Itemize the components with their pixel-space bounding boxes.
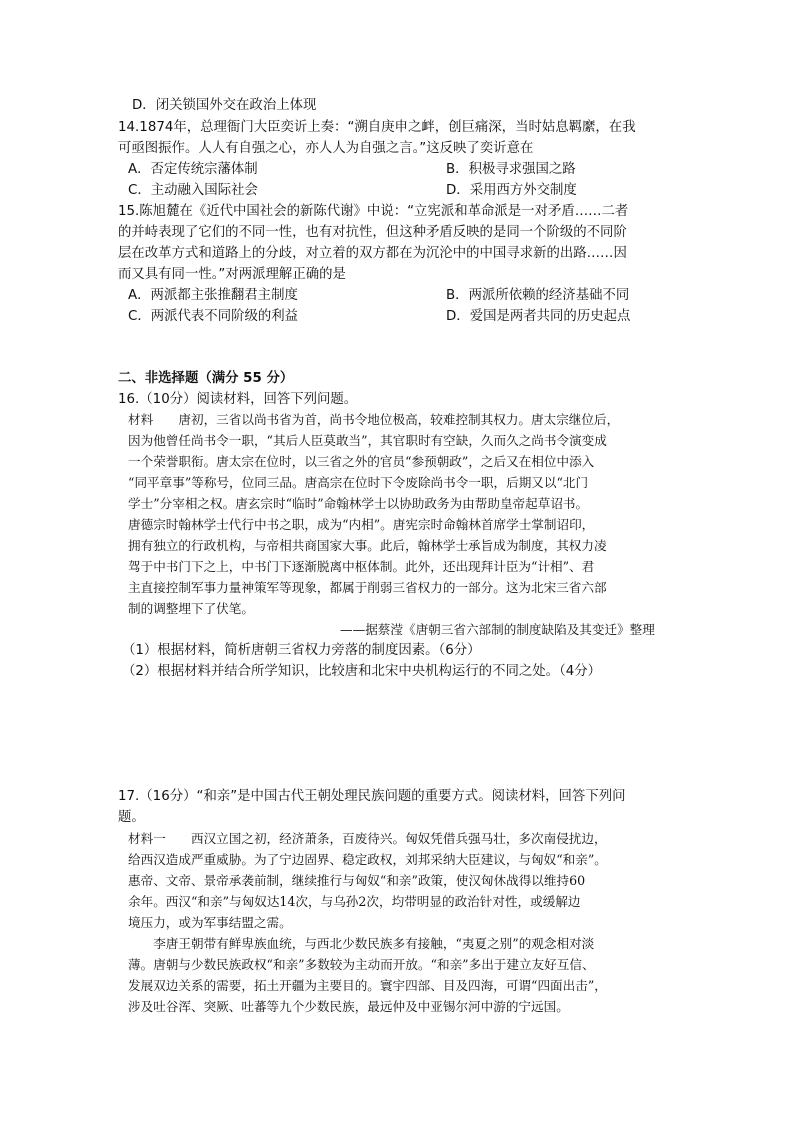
q14-stem-line1: 14.1874年，总理衙门大臣奕䜣上奏：“溯自庚申之衅，创巨痛深，当时姑息羁縻，在我	[118, 120, 636, 135]
q15-option-d: D．爱国是两者共同的历史起点	[446, 309, 631, 324]
q15-stem-line2: 的并峙表现了它们的不同一性，也有对抗性，但这种矛盾反映的是同一个阶级的不同阶	[118, 225, 627, 240]
q17-material1-line: 惠帝、文帝、景帝承袭前制，继续推行与匈奴“和亲”政策，使汉匈休战得以维持60	[128, 873, 586, 888]
q15-option-c: C．两派代表不同阶级的利益	[128, 309, 299, 324]
q16-material-line: 制的调整埋下了伏笔。	[128, 601, 254, 616]
q16-material-line: 材料 唐初，三省以尚书省为首，尚书令地位极高，较难控制其权力。唐太宗继位后，	[128, 412, 620, 427]
q16-source: ——据蔡滢《唐朝三省六部制的制度缺陷及其变迁》整理	[340, 622, 655, 637]
section2-title: 二、非选择题（满分 55 分）	[118, 371, 294, 386]
q16-material-line: 一个荣誉职衔。唐太宗在位时，以三省之外的官员“参预朝政”，之后又在相位中添入	[128, 454, 595, 469]
q16-material-line: 学士”分宰相之权。唐玄宗时“临时”命翰林学士以协助政务为由帮助皇帝起草诏书。	[128, 496, 589, 511]
q16-stem: 16.（10分）阅读材料，回答下列问题。	[118, 392, 358, 407]
q16-material-line: 唐德宗时翰林学士代行中书之职，成为“内相”。唐宪宗时命翰林首席学士掌制诏印，	[128, 517, 595, 532]
q13-option-d: D．闭关锁国外交在政治上体现	[132, 98, 317, 113]
q15-stem-line3: 层在改革方式和道路上的分歧，对立着的双方都在为沉沦中的中国寻求新的出路……因	[118, 246, 627, 261]
q17-material1-line: 境压力，或为军事结盟之需。	[128, 915, 292, 930]
q16-subquestion-1: （1）根据材料，简析唐朝三省权力旁落的制度因素。（6分）	[122, 643, 481, 658]
q15-option-a: A．两派都主张推翻君主制度	[128, 288, 298, 303]
q14-option-d: D．采用西方外交制度	[446, 183, 577, 198]
q17-stem-line2: 题。	[118, 810, 145, 825]
q17-material2-line: 涉及吐谷浑、突厥、吐蕃等九个少数民族，最远仲及中亚锡尔河中游的宁远国。	[128, 999, 569, 1014]
q17-material2-line: 发展双边关系的需要，拓土开疆为主要目的。寰宇四部、目及四海，可谓“四面出击”，	[128, 978, 607, 993]
q17-material2-line: 李唐王朝带有鲜卑族血统，与西北少数民族多有接触，“夷夏之别”的观念相对淡	[128, 936, 595, 951]
q16-material-line: 因为他曾任尚书令一职，“其后人臣莫敢当”，其官职时有空缺，久而久之尚书令演变成	[128, 433, 607, 448]
q17-material2-line: 薄。唐朝与少数民族政权“和亲”多数较为主动而开放。“和亲”多出于建立友好互信、	[128, 957, 595, 972]
q15-stem-line1: 15.陈旭麓在《近代中国社会的新陈代谢》中说：“立宪派和革命派是一对矛盾……二者	[118, 204, 629, 219]
q16-material-line: 拥有独立的行政机构，与帝相共商国家大事。此后，翰林学士承旨成为制度，其权力凌	[128, 538, 607, 553]
q16-material-line: 主直接控制军事力量神策军等现象，都属于削弱三省权力的一部分。这为北宋三省六部	[128, 580, 607, 595]
q14-option-b: B．积极寻求强国之路	[446, 162, 576, 177]
q15-option-b: B．两派所依赖的经济基础不同	[446, 288, 630, 303]
q14-option-c: C．主动融入国际社会	[128, 183, 258, 198]
q16-subquestion-2: （2）根据材料并结合所学知识，比较唐和北宋中央机构运行的不同之处。（4分）	[122, 664, 602, 679]
q15-stem-line4: 而又具有同一性。”对两派理解正确的是	[118, 267, 346, 282]
q16-material-line: 驾于中书门下之上，中书门下逐渐脱离中枢体制。此外，还出现拜计臣为“计相”、君	[128, 559, 595, 574]
q14-stem-line2: 可亟图振作。人人有自强之心，亦人人为自强之言。”这反映了奕䜣意在	[118, 141, 534, 156]
q17-material1-line: 材料一 西汉立国之初，经济萧条，百废待兴。匈奴凭借兵强马壮，多次南侵扰边，	[128, 831, 607, 846]
q17-material1-line: 给西汉造成严重威胁。为了宁边固界、稳定政权，刘邦采纳大臣建议，与匈奴“和亲”。	[128, 852, 607, 867]
q14-option-a: A．否定传统宗藩体制	[128, 162, 258, 177]
q17-stem-line1: 17.（16分）“和亲”是中国古代王朝处理民族问题的重要方式。阅读材料，回答下列问	[118, 789, 626, 804]
q16-material-line: “同平章事”等称号，位同三品。唐高宗在位时下令废除尚书令一职，后期又以“北门	[128, 475, 589, 490]
q17-material1-line: 余年。西汉“和亲”与匈奴达14次，与乌孙2次，均带明显的政治针对性，或缓解边	[128, 894, 581, 909]
